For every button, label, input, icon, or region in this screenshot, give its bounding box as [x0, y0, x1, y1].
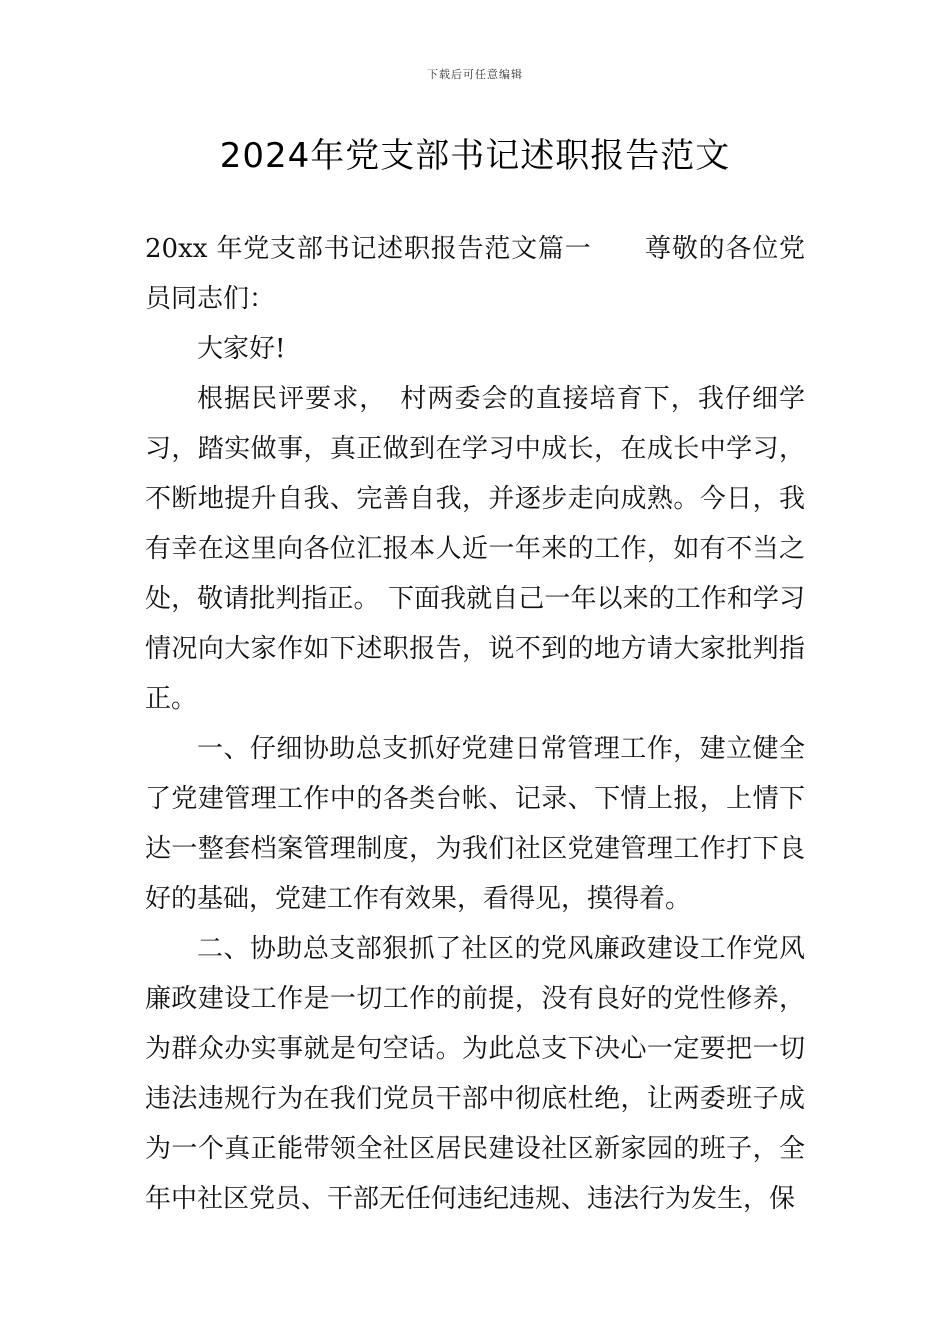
header-note: 下载后可任意编辑 — [427, 68, 523, 81]
paragraph-section-one: 一、仔细协助总支抓好党建日常管理工作，建立健全了党建管理工作中的各类台帐、记录、下情上报，上情下达一整套档案管理制度，为我们社区党建管理工作打下良好的基础，党建工作有效果，看得见，摸得着。 — [145, 734, 805, 914]
paragraph-greeting: 大家好! — [197, 334, 286, 364]
paragraph-intro: 根据民评要求， 村两委会的直接培育下，我仔细学习，踏实做事，真正做到在学习中成长，在成长中学习，不断地提升自我、完善自我，并逐步走向成熟。今日，我有幸在这里向各位汇报本人近一年来的工作，如有不当之处，敬请批判指正。 下面我就自己一年以来的工作和学习情况向大家作如下述职报告，说不到的地方请大家批判指正。 — [145, 384, 805, 714]
paragraph-section-two: 二、协助总支部狠抓了社区的党风廉政建设工作党风廉政建设工作是一切工作的前提，没有良好的党性修养，为群众办实事就是句空话。为此总支下决心一定要把一切违法违规行为在我们党员干部中彻底杜绝，让两委班子成为一个真正能带领全社区居民建设社区新家园的班子，全年中社区党员、干部无任何违纪违规、违法行为发生，保 — [145, 934, 805, 1214]
document-title: 2024年党支部书记述职报告范文 — [219, 136, 731, 176]
document-body — [145, 224, 805, 1224]
paragraph-opening: 20xx 年党支部书记述职报告范文篇一 尊敬的各位党员同志们： — [145, 234, 805, 314]
